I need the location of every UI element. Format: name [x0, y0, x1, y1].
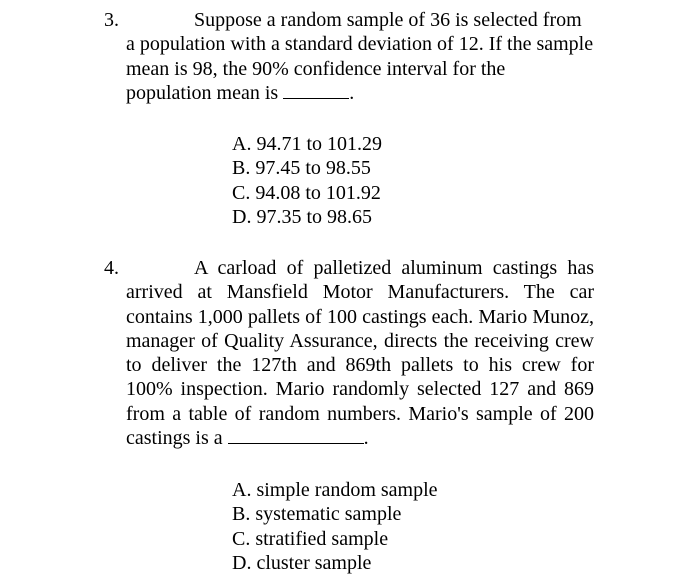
question-3-suffix: .	[349, 81, 355, 104]
question-4-body: A carload of palletized aluminum castings has arrived at Mansfield Motor Manufacturers. The car contains 1,000 pallets of 100 castings each. Mario Munoz, manager of Quality Assurance, directs the receiving crew to deliver the 127th and 869th pallets to his crew for 100% inspection. Mario randomly selected 127 and 869 from a table of random numbers. Mario's sample of 200 castings is a	[126, 257, 594, 450]
question-4-text	[126, 256, 594, 450]
option-letter: A.	[232, 479, 252, 501]
option-d	[232, 205, 382, 229]
option-letter: B.	[232, 157, 251, 180]
question-3-body: Suppose a random sample of 36 is selected from a population with a standard deviation of 12. If the sample mean is 98, the 90% confidence interval for the population mean is	[126, 9, 594, 104]
question-4-number: 4.	[104, 257, 119, 279]
option-a	[232, 132, 382, 156]
option-letter: D.	[232, 551, 252, 574]
option-letter: B.	[232, 503, 251, 526]
option-c	[232, 181, 382, 205]
answer-blank	[283, 97, 349, 99]
option-a	[232, 478, 438, 502]
option-text: systematic sample	[255, 503, 402, 526]
question-3-text	[126, 8, 594, 105]
option-letter: C.	[232, 527, 251, 550]
option-b	[232, 156, 382, 180]
option-text: 97.45 to 98.55	[255, 157, 371, 180]
option-letter: D.	[232, 205, 252, 228]
option-text: 97.35 to 98.65	[256, 205, 373, 228]
question-3-number: 3.	[104, 9, 119, 31]
question-4-suffix: .	[363, 427, 369, 450]
option-text: 94.71 to 101.29	[256, 133, 383, 155]
option-d	[232, 551, 438, 575]
option-text: cluster sample	[256, 551, 372, 574]
answer-blank	[228, 442, 364, 444]
option-c	[232, 527, 438, 551]
option-text: 94.08 to 101.92	[255, 181, 381, 204]
question-4-options	[232, 478, 438, 575]
option-letter: C.	[232, 181, 251, 204]
option-text: stratified sample	[255, 527, 389, 550]
option-text: simple random sample	[256, 479, 438, 501]
option-letter: A.	[232, 133, 252, 155]
option-b	[232, 502, 438, 526]
question-3-options	[232, 132, 382, 229]
